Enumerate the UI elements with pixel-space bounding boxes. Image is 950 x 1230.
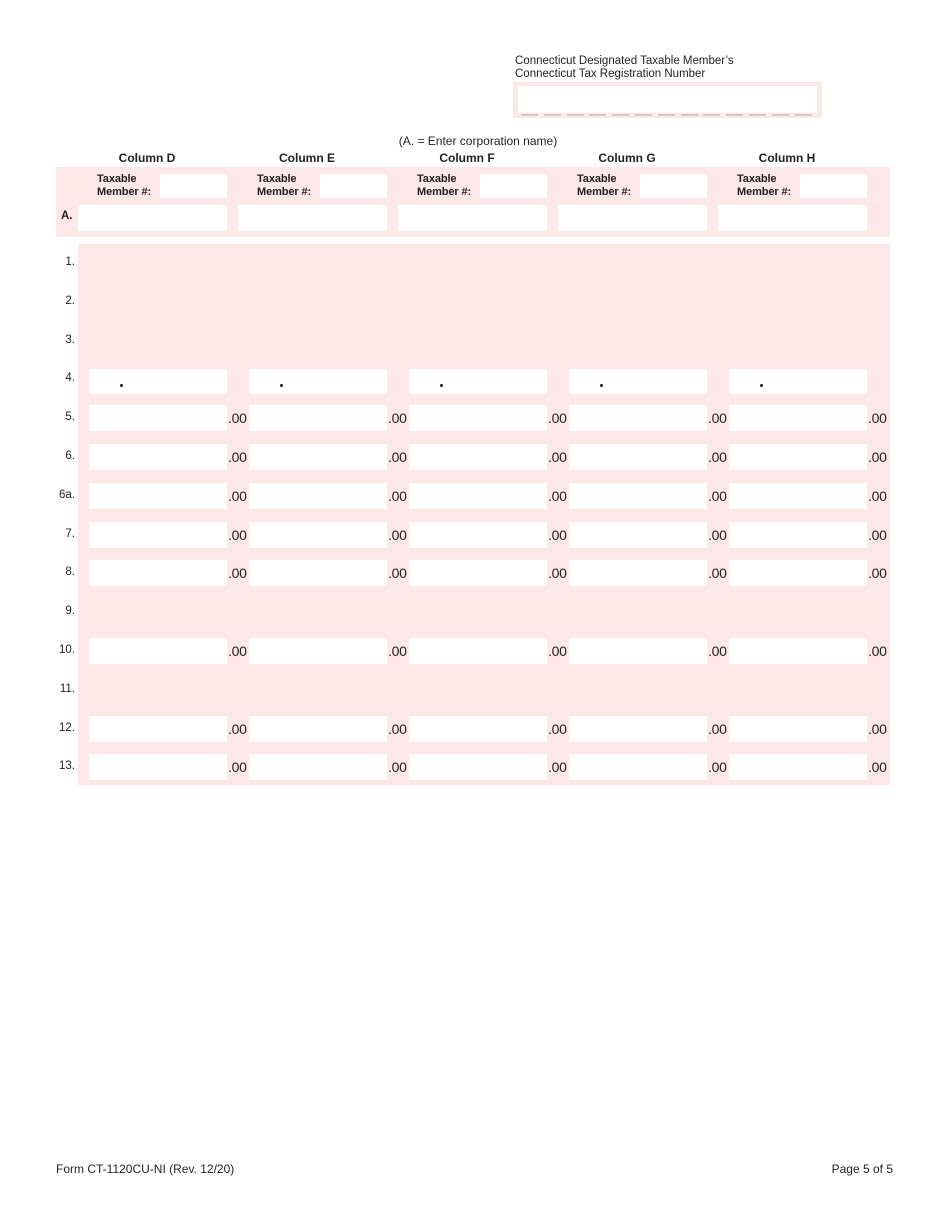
line-label: 11. xyxy=(59,682,75,695)
taxable-member-label xyxy=(97,173,151,199)
cents-suffix: .00 xyxy=(708,487,727,504)
line-8-input-e[interactable] xyxy=(249,560,387,586)
taxable-member-number-input-h[interactable] xyxy=(800,174,867,198)
line-8-input-h[interactable] xyxy=(729,560,867,586)
registration-label-line1: Connecticut Designated Taxable Member’s xyxy=(515,55,734,67)
taxable-member-label-line1: Taxable xyxy=(417,173,457,185)
cents-suffix: .00 xyxy=(388,643,407,659)
line-label: 6a. xyxy=(59,488,75,501)
cents-suffix: .00 xyxy=(228,565,247,582)
registration-number-label xyxy=(515,55,734,81)
line-8-input-g[interactable] xyxy=(569,560,707,586)
registration-label-line2: Connecticut Tax Registration Number xyxy=(515,68,706,80)
line-13-input-f[interactable] xyxy=(409,754,547,780)
cents-suffix: .00 xyxy=(388,720,407,737)
taxable-member-label xyxy=(417,173,471,199)
corporation-name-note: (A. = Enter corporation name) xyxy=(398,134,558,148)
column-header-e: Column E xyxy=(279,151,335,165)
cents-suffix: .00 xyxy=(228,643,247,659)
taxable-member-number-input-f[interactable] xyxy=(480,174,547,198)
cents-suffix: .00 xyxy=(548,449,567,465)
taxable-member-label xyxy=(257,173,311,199)
line-4-input-h[interactable] xyxy=(729,369,867,394)
line-12-input-h[interactable] xyxy=(729,716,867,742)
digit-guide-dash xyxy=(544,114,561,116)
digit-guide-dash xyxy=(749,114,766,116)
line-5-input-f[interactable] xyxy=(409,405,547,431)
cents-suffix: .00 xyxy=(548,720,567,737)
cents-suffix: .00 xyxy=(708,759,727,776)
line-6-input-g[interactable] xyxy=(569,444,707,470)
taxable-member-label xyxy=(577,173,631,199)
line-7-input-g[interactable] xyxy=(569,522,707,548)
line-10-input-h[interactable] xyxy=(729,638,867,664)
cents-suffix: .00 xyxy=(388,759,407,776)
line-label: 10. xyxy=(59,644,75,656)
line-label: 4. xyxy=(65,372,75,385)
line-6a-input-d[interactable] xyxy=(89,483,227,509)
corporation-name-input-d[interactable] xyxy=(78,205,227,231)
cents-suffix: .00 xyxy=(388,487,407,504)
digit-guide-dash xyxy=(589,114,606,116)
cents-suffix: .00 xyxy=(228,759,247,776)
column-header-g: Column G xyxy=(598,151,656,165)
taxable-member-label-line2: Member #: xyxy=(257,186,312,198)
cents-suffix: .00 xyxy=(548,565,567,582)
cents-suffix: .00 xyxy=(868,410,887,427)
line-10-input-e[interactable] xyxy=(249,638,387,664)
cents-suffix: .00 xyxy=(708,643,727,659)
digit-guide-dash xyxy=(795,114,812,116)
cents-suffix: .00 xyxy=(228,526,247,543)
line-6-input-h[interactable] xyxy=(729,444,867,470)
cents-suffix: .00 xyxy=(868,449,887,465)
line-6a-input-f[interactable] xyxy=(409,483,547,509)
taxable-member-label-line1: Taxable xyxy=(257,173,297,185)
corporation-name-input-e[interactable] xyxy=(238,205,387,231)
registration-number-box xyxy=(513,82,822,118)
line-7-input-d[interactable] xyxy=(89,522,227,548)
digit-guide-dash xyxy=(567,114,584,116)
line-label: 13. xyxy=(59,760,75,773)
line-6a-input-e[interactable] xyxy=(249,483,387,509)
line-12-input-f[interactable] xyxy=(409,716,547,742)
cents-suffix: .00 xyxy=(548,526,567,543)
corporation-name-input-g[interactable] xyxy=(558,205,707,231)
line-6-input-f[interactable] xyxy=(409,444,547,470)
cents-suffix: .00 xyxy=(868,487,887,504)
line-13-input-h[interactable] xyxy=(729,754,867,780)
line-4-input-g[interactable] xyxy=(569,369,707,394)
cents-suffix: .00 xyxy=(548,643,567,659)
line-label: 6. xyxy=(65,450,75,462)
digit-guide-dash xyxy=(658,114,675,116)
line-12-input-e[interactable] xyxy=(249,716,387,742)
cents-suffix: .00 xyxy=(388,565,407,582)
line-5-input-g[interactable] xyxy=(569,405,707,431)
cents-suffix: .00 xyxy=(548,410,567,427)
line-label: 5. xyxy=(65,411,75,424)
line-label: 12. xyxy=(59,721,75,734)
line-8-input-d[interactable] xyxy=(89,560,227,586)
line-label: 1. xyxy=(65,256,75,268)
line-label: 7. xyxy=(65,527,75,540)
cents-suffix: .00 xyxy=(708,526,727,543)
cents-suffix: .00 xyxy=(228,410,247,427)
taxable-member-label xyxy=(737,173,791,199)
taxable-member-number-input-e[interactable] xyxy=(320,174,387,198)
line-label: 8. xyxy=(65,566,75,579)
taxable-member-label-line2: Member #: xyxy=(417,186,472,198)
line-6a-input-g[interactable] xyxy=(569,483,707,509)
line-10-input-g[interactable] xyxy=(569,638,707,664)
line-6a-input-h[interactable] xyxy=(729,483,867,509)
taxable-member-label-line2: Member #: xyxy=(577,186,632,198)
form-id: Form CT-1120CU-NI (Rev. 12/20) xyxy=(56,1162,235,1176)
line-10-input-d[interactable] xyxy=(89,638,227,664)
cents-suffix: .00 xyxy=(868,720,887,737)
taxable-member-label-line1: Taxable xyxy=(97,173,137,185)
cents-suffix: .00 xyxy=(548,487,567,504)
cents-suffix: .00 xyxy=(868,565,887,582)
cents-suffix: .00 xyxy=(388,526,407,543)
line-label: 3. xyxy=(65,333,75,346)
taxable-member-number-input-d[interactable] xyxy=(160,174,227,198)
cents-suffix: .00 xyxy=(388,410,407,427)
column-header-d: Column D xyxy=(118,151,176,165)
taxable-member-label-line2: Member #: xyxy=(97,186,152,198)
digit-guide-dash xyxy=(703,114,720,116)
cents-suffix: .00 xyxy=(228,720,247,737)
digit-guide-dash xyxy=(726,114,743,116)
cents-suffix: .00 xyxy=(228,449,247,465)
line-10-input-f[interactable] xyxy=(409,638,547,664)
line-13-input-e[interactable] xyxy=(249,754,387,780)
line-13-input-g[interactable] xyxy=(569,754,707,780)
line-7-input-f[interactable] xyxy=(409,522,547,548)
cents-suffix: .00 xyxy=(868,759,887,776)
line-7-input-e[interactable] xyxy=(249,522,387,548)
cents-suffix: .00 xyxy=(228,487,247,504)
cents-suffix: .00 xyxy=(868,643,887,659)
line-6-input-d[interactable] xyxy=(89,444,227,470)
line-13-input-d[interactable] xyxy=(89,754,227,780)
line-6-input-e[interactable] xyxy=(249,444,387,470)
column-header-h: Column H xyxy=(758,151,816,165)
line-4-input-d[interactable] xyxy=(89,369,227,394)
schedule-lines-area xyxy=(78,244,890,785)
line-8-input-f[interactable] xyxy=(409,560,547,586)
line-4-input-f[interactable] xyxy=(409,369,547,394)
row-label-a: A. xyxy=(61,210,73,222)
digit-guide-dash xyxy=(681,114,698,116)
digit-guide-dash xyxy=(635,114,652,116)
digit-guide-dash xyxy=(772,114,789,116)
line-12-input-g[interactable] xyxy=(569,716,707,742)
page-number: Page 5 of 5 xyxy=(831,1162,893,1176)
taxable-member-label-line2: Member #: xyxy=(737,186,792,198)
digit-guide-dash xyxy=(521,114,538,116)
line-5-input-d[interactable] xyxy=(89,405,227,431)
cents-suffix: .00 xyxy=(708,720,727,737)
cents-suffix: .00 xyxy=(548,759,567,776)
line-label: 2. xyxy=(65,294,75,307)
cents-suffix: .00 xyxy=(868,526,887,543)
cents-suffix: .00 xyxy=(708,565,727,582)
corporation-name-input-f[interactable] xyxy=(398,205,547,231)
corporation-name-input-h[interactable] xyxy=(718,205,867,231)
taxable-member-label-line1: Taxable xyxy=(737,173,777,185)
line-5-input-h[interactable] xyxy=(729,405,867,431)
line-label: 9. xyxy=(65,605,75,618)
line-12-input-d[interactable] xyxy=(89,716,227,742)
cents-suffix: .00 xyxy=(388,449,407,465)
cents-suffix: .00 xyxy=(708,410,727,427)
cents-suffix: .00 xyxy=(708,449,727,465)
taxable-member-label-line1: Taxable xyxy=(577,173,617,185)
line-5-input-e[interactable] xyxy=(249,405,387,431)
digit-guide-dash xyxy=(612,114,629,116)
column-header-f: Column F xyxy=(439,151,495,165)
registration-number-input[interactable] xyxy=(519,87,816,111)
line-7-input-h[interactable] xyxy=(729,522,867,548)
taxable-member-number-input-g[interactable] xyxy=(640,174,707,198)
line-4-input-e[interactable] xyxy=(249,369,387,394)
